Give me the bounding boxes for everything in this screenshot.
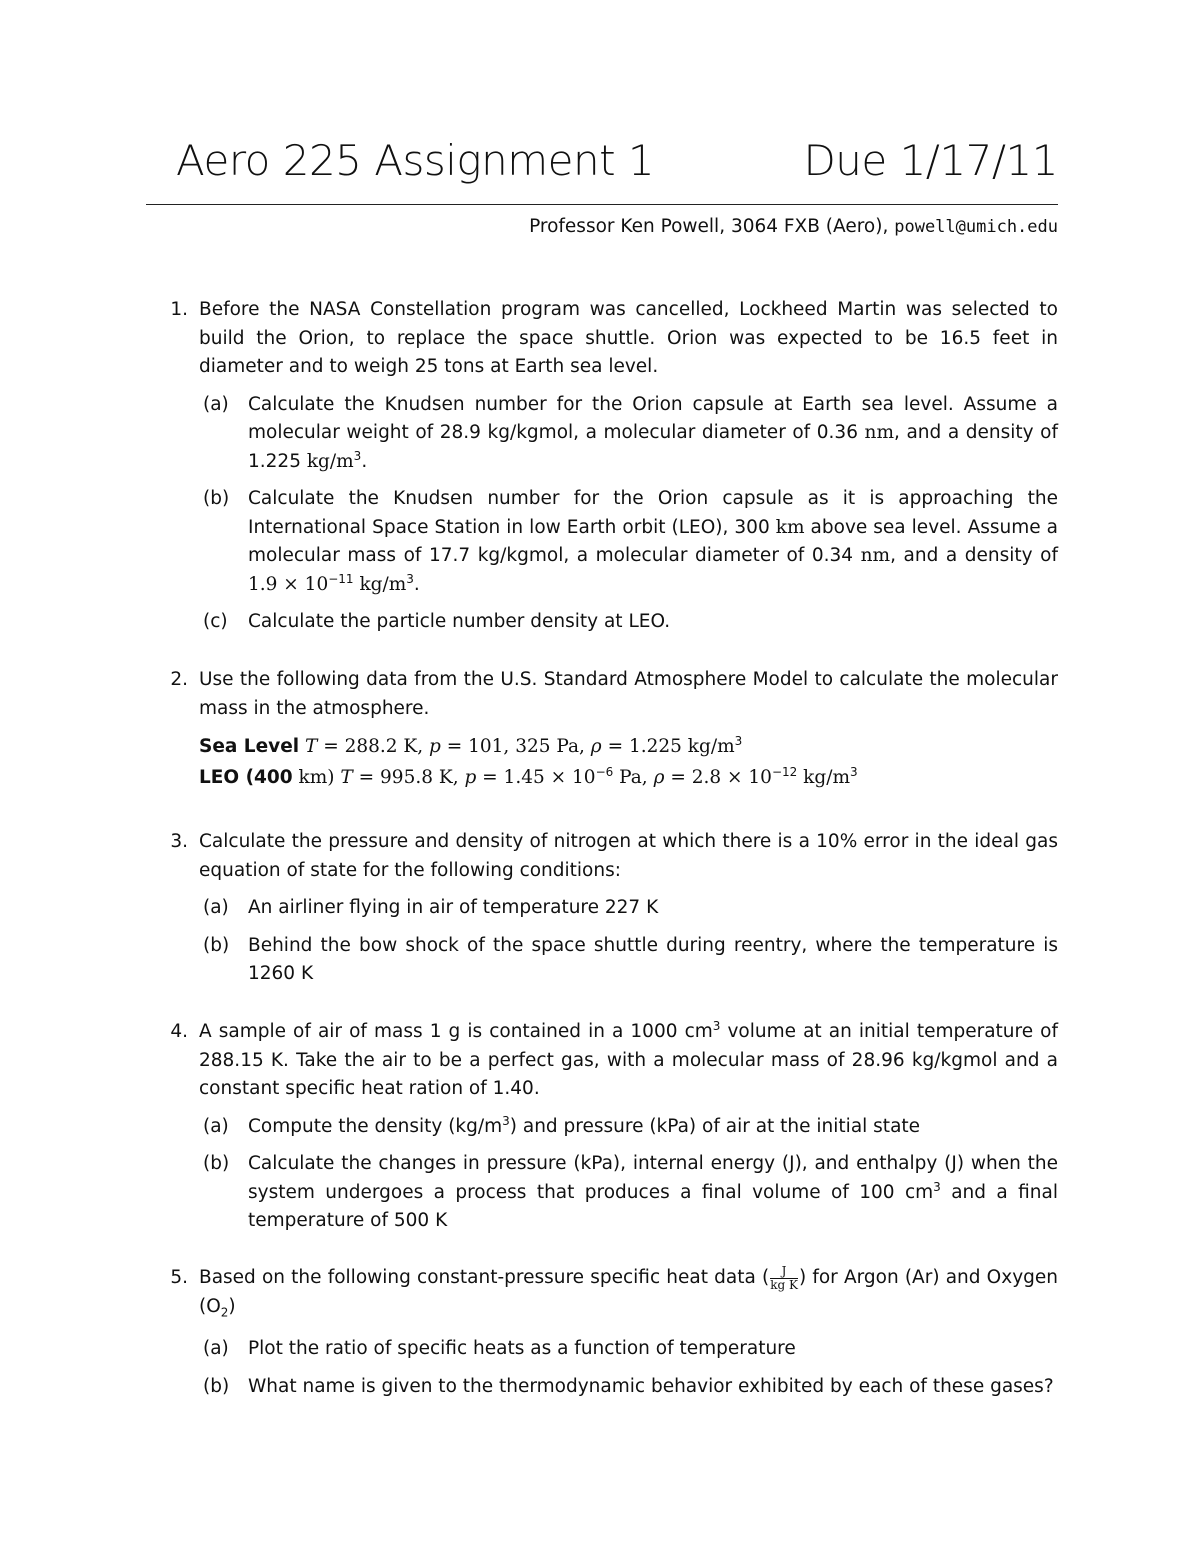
question-text: Before the NASA Constellation program was cancelled, Lockheed Martin was selected to build the Orion, to replace the space shuttle. Orion was expected to be 16.5 feet in diameter and to weigh 25 tons at Earth sea level. <box>199 299 1058 377</box>
subquestion-label: (a) <box>203 897 229 918</box>
professor-text: Professor Ken Powell, 3064 FXB (Aero), <box>529 216 895 237</box>
text-part: . <box>361 450 368 472</box>
exponent: 3 <box>850 764 858 779</box>
unit-nm: nm <box>860 545 891 566</box>
value: = 1.225 kg/m <box>601 736 735 757</box>
question-text <box>199 1264 1058 1321</box>
value: = 2.8 × 10 <box>664 766 772 788</box>
subquestion-1c <box>199 608 1058 637</box>
leo-data <box>199 764 1058 793</box>
subquestion-text: Behind the bow shock of the space shuttle during reentry, where the temperature is 1260 K <box>248 934 1058 984</box>
text-part: Calculate the Knudsen number for the Orion capsule at Earth sea level. Assume a molecular weight of 28.9 kg/kgmol, a molecular diameter of 0.36 <box>248 393 1058 443</box>
subquestion-5b <box>199 1373 1058 1402</box>
unit-km: km <box>775 516 805 538</box>
subquestion-text: What name is given to the thermodynamic behavior exhibited by each of these gases? <box>248 1375 1054 1397</box>
due-date: Due 1/17/11 <box>803 136 1058 185</box>
question-number: 5. <box>170 1267 188 1288</box>
text-part: and a final temperature of 500 K <box>248 1181 1058 1231</box>
value: = 288.2 K, <box>317 736 430 757</box>
subquestion-label: (a) <box>203 393 229 415</box>
subquestion-label: (c) <box>203 611 228 632</box>
subscript: 2 <box>220 1305 229 1320</box>
symbol-T: T <box>304 736 318 757</box>
value: Pa, <box>613 766 654 788</box>
text-part: ) for Argon (Ar) and Oxygen (O <box>199 1267 1058 1317</box>
sea-level-data <box>199 733 1058 762</box>
symbol-T: T <box>340 766 353 788</box>
exponent: −11 <box>328 571 354 586</box>
data-label: Sea Level <box>199 736 300 757</box>
text-part: A sample of air of mass 1 g is contained in a 1000 cm <box>199 1021 713 1042</box>
question-4 <box>170 1018 1058 1236</box>
subquestion-label: (a) <box>203 1338 229 1359</box>
unit-nm: nm <box>864 422 895 443</box>
text-part: ) <box>228 1295 236 1317</box>
question-number: 1. <box>170 299 188 320</box>
subquestion-text <box>248 485 1058 599</box>
subquestion-4b <box>199 1150 1058 1236</box>
question-text: Use the following data from the U.S. Standard Atmosphere Model to calculate the molecular mass in the atmosphere. <box>199 669 1058 719</box>
subquestion-3a <box>199 894 1058 923</box>
text-part: ) and pressure (kPa) of air at the initial state <box>509 1115 921 1137</box>
value: = 1.45 × 10 <box>476 766 596 788</box>
subquestion-text <box>248 391 1058 477</box>
fraction-denominator: kg K <box>770 1277 798 1292</box>
subquestion-label: (b) <box>203 1375 230 1397</box>
question-number: 3. <box>170 831 188 852</box>
exponent: 3 <box>734 733 743 748</box>
question-2 <box>170 666 1058 792</box>
subquestion-label: (b) <box>203 1153 230 1174</box>
question-5 <box>170 1263 1058 1401</box>
text-part: , and a density of <box>890 545 1058 566</box>
exponent: 3 <box>933 1179 941 1194</box>
subquestion-3b <box>199 932 1058 989</box>
text-part: Calculate the changes in pressure (kPa), internal energy (J), and enthalpy (J) when the system undergoes a process that produces a final volume of 100 cm <box>248 1153 1058 1203</box>
page-title: Aero 225 Assignment 1 <box>176 136 655 185</box>
subquestion-1b <box>199 485 1058 599</box>
subquestion-label: (b) <box>203 488 230 509</box>
value: = 101, 325 Pa, <box>440 736 591 757</box>
subquestion-4a <box>199 1113 1058 1142</box>
unit-km: km) <box>292 766 335 788</box>
unit-density: kg/m <box>306 450 354 472</box>
data-label: LEO (400 <box>199 766 293 788</box>
exponent: −12 <box>771 764 798 779</box>
email-link[interactable]: powell@umich.edu <box>894 217 1058 237</box>
text-part: Compute the density (kg/m <box>248 1115 503 1137</box>
fraction-numerator: J <box>770 1265 798 1279</box>
unit-density: kg/m <box>353 573 407 595</box>
exponent: 3 <box>406 571 414 586</box>
symbol-p: p <box>429 736 441 757</box>
subquestion-text <box>248 1150 1058 1236</box>
question-1 <box>170 296 1058 637</box>
professor-info <box>529 216 1058 237</box>
subquestion-text: Calculate the particle number density at LEO. <box>248 611 671 632</box>
symbol-p: p <box>464 766 477 788</box>
text-part: above sea level. Assume a molecular mass of 17.7 kg/kgmol, a molecular diameter of 0.34 <box>248 516 1058 566</box>
header-rule <box>146 204 1058 205</box>
question-text <box>199 1018 1058 1104</box>
exponent: 3 <box>502 1113 510 1128</box>
text-part: volume at an initial temperature of 288.15 K. Take the air to be a perfect gas, with a molecular mass of 28.96 kg/kgmol and a constant specific heat ration of 1.40. <box>199 1021 1058 1099</box>
question-3 <box>170 828 1058 989</box>
question-text: Calculate the pressure and density of nitrogen at which there is a 10% error in the ideal gas equation of state for the following conditions: <box>199 831 1058 881</box>
text-part: . <box>413 573 420 595</box>
text-part: , and a density of 1.225 <box>248 422 1058 472</box>
symbol-rho: ρ <box>653 766 665 788</box>
header <box>176 136 1058 196</box>
exponent: 3 <box>353 448 362 463</box>
subquestion-label: (a) <box>203 1115 229 1137</box>
subquestion-label: (b) <box>203 934 230 956</box>
subquestion-text: Plot the ratio of specific heats as a function of temperature <box>248 1338 796 1359</box>
exponent: −6 <box>595 764 614 779</box>
question-number: 2. <box>170 669 188 690</box>
subquestion-text <box>248 1113 1058 1142</box>
question-number: 4. <box>170 1021 188 1042</box>
text-part: Calculate the Knudsen number for the Orion capsule as it is approaching the International Space Station in low Earth orbit (LEO), 300 <box>248 488 1058 538</box>
value: = 995.8 K, <box>352 766 465 788</box>
symbol-rho: ρ <box>590 736 602 757</box>
exponent: 3 <box>712 1018 721 1033</box>
fraction <box>770 1265 798 1292</box>
subquestion-1a <box>199 391 1058 477</box>
text-part: Based on the following constant-pressure specific heat data ( <box>199 1267 770 1288</box>
subquestion-5a <box>199 1335 1058 1364</box>
subquestion-text: An airliner flying in air of temperature 227 K <box>248 897 659 918</box>
value: kg/m <box>797 766 850 788</box>
density-value: 1.9 × 10 <box>248 573 329 595</box>
